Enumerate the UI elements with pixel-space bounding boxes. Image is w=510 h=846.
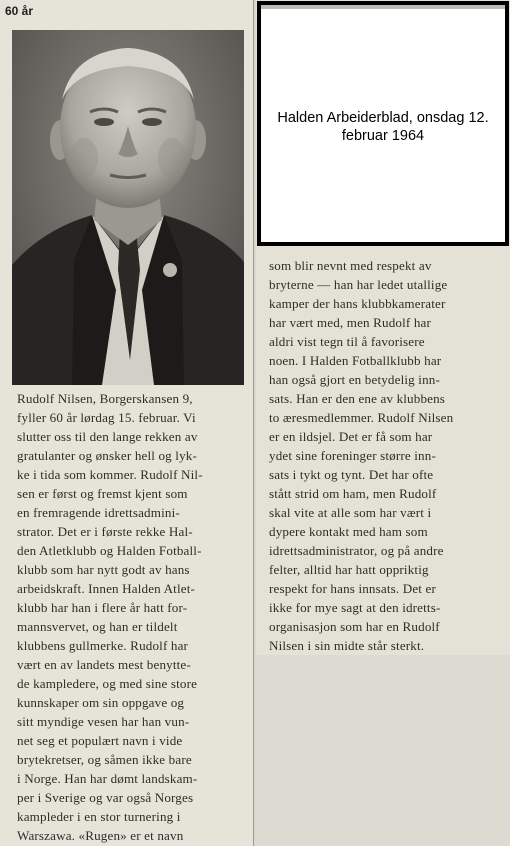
article-header: 60 år	[5, 4, 34, 18]
portrait-photo	[12, 30, 244, 385]
source-caption: Halden Arbeiderblad, onsdag 12. februar 1964	[277, 110, 489, 144]
clipped-strip	[261, 5, 505, 9]
article-text-left-column: Rudolf Nilsen, Borgerskansen 9, fyller 60 år lørdag 15. februar. Vi slutter oss til den lange rekken av gratulanter og ønsker hell og lyk- ke i tida som kommer. Rudolf Nil- sen er først og fremst kjent som en fremragende idrettsadmini- strator. Det er i første rekke Hal- den Atletklubb og Halden Fotball- klubb som har nytt godt av hans arbeidskraft. Innen Halden Atlet- klubb har han i flere år hatt for- mannsvervet, og han er tildelt klubbens gullmerke. Rudolf har vært en av landets mest benytte- de kampledere, og med sine store kunnskaper om sin oppgave og sitt myndige vesen har han vun- net seg et populært navn i vide brytekretser, og såmen ikke bare i Norge. Han har dømt landskam- per i Sverige og var også Norges kampleder i en stor turnering i Warszawa. «Rugen» er et navn	[17, 391, 203, 843]
caption-box	[257, 1, 509, 246]
blank-area	[256, 655, 510, 846]
article-text-right-column: som blir nevnt med respekt av bryterne — han har ledet utallige kamper der hans klubbkamerater har vært med, men Rudolf har aldri vist tegn til å favorisere noen. I Halden Fotballklubb har han også gjort en betydelig inn- sats. Han er den ene av klubbens to æresmedlemmer. Rudolf Nilsen er en ildsjel. Det er få som har ydet sine foreninger større inn- sats i tykt og tynt. Det har ofte stått strid om ham, men Rudolf skal vite at alle som har vært i dypere kontakt med ham som idrettsadministrator, og på andre felter, alltid har hatt oppriktig respekt for hans innsats. Det er ikke for mye sagt at den idretts- organisasjon som har en Rudolf Nilsen i sin midte står sterkt.	[269, 258, 454, 653]
left-column	[0, 0, 254, 846]
